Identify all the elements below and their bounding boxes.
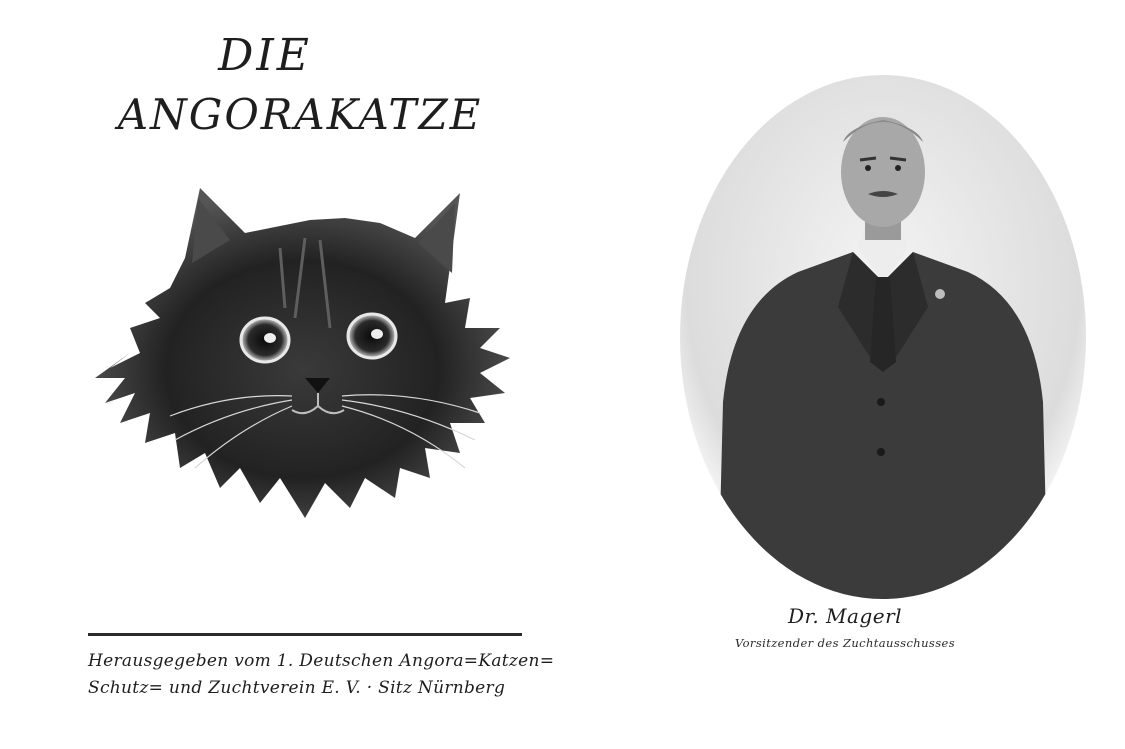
caption-name: Dr. Magerl <box>787 604 903 628</box>
cat-head-illustration <box>80 178 530 548</box>
portrait-page <box>560 0 1125 749</box>
head <box>841 117 925 227</box>
cover-page <box>0 0 560 749</box>
title-line-1: DIE <box>218 30 312 81</box>
portrait-photo <box>678 72 1088 602</box>
imprint-line-2: Schutz= und Zuchtverein E. V. · Sitz Nürnberg <box>88 678 506 698</box>
horizontal-rule <box>88 633 522 636</box>
title-line-2: ANGORAKATZE <box>117 90 483 139</box>
imprint-line-1: Herausgegeben vom 1. Deutschen Angora=Katzen= <box>88 651 555 671</box>
caption-role: Vorsitzender des Zuchtausschusses <box>734 636 956 650</box>
